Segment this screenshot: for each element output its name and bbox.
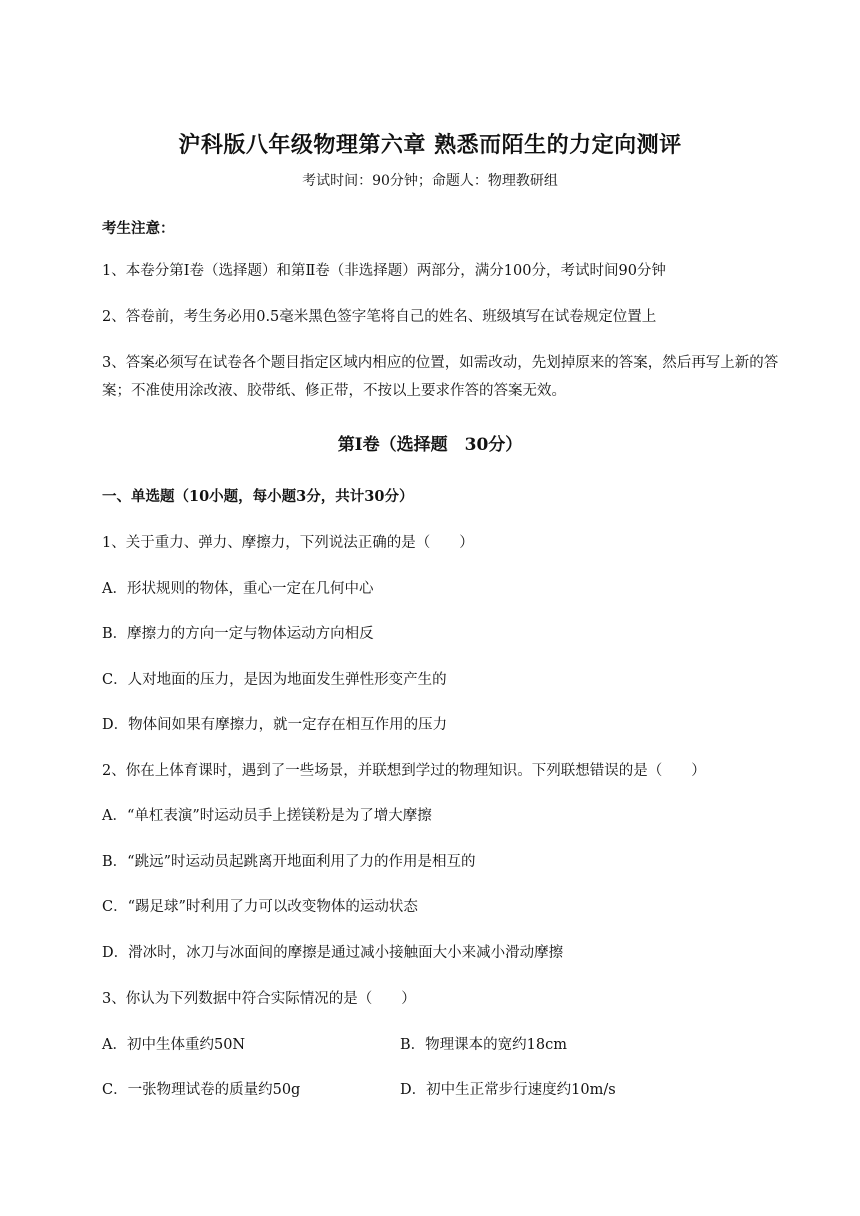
notice-item-2: 2、答卷前，考生务必用0.5毫米黑色签字笔将自己的姓名、班级填写在试卷规定位置上	[102, 309, 657, 325]
question-1-option-b: B．摩擦力的方向一定与物体运动方向相反	[102, 626, 374, 642]
question-3-option-a: A．初中生体重约50N	[102, 1037, 246, 1053]
notice-item-1: 1、本卷分第Ⅰ卷（选择题）和第Ⅱ卷（非选择题）两部分，满分100分，考试时间90分钟	[102, 263, 666, 279]
question-2-stem: 2、你在上体育课时，遇到了一些场景，并联想到学过的物理知识。下列联想错误的是（ ）	[102, 763, 706, 779]
question-1-stem: 1、关于重力、弹力、摩擦力，下列说法正确的是（ ）	[102, 535, 474, 551]
question-3-option-b: B．物理课本的宽约18cm	[400, 1037, 567, 1053]
question-3-option-c: C．一张物理试卷的质量约50g	[102, 1082, 301, 1098]
exam-subtitle: 考试时间：90分钟；命题人：物理教研组	[302, 173, 558, 189]
question-2-option-b: B．“跳远”时运动员起跳离开地面利用了力的作用是相互的	[102, 854, 476, 870]
section-title: 第Ⅰ卷（选择题 30分）	[337, 435, 523, 455]
question-1-option-c: C．人对地面的压力，是因为地面发生弹性形变产生的	[102, 672, 447, 688]
notice-item-3: 3、答案必须写在试卷各个题目指定区域内相应的位置，如需改动，先划掉原来的答案，然后再写上新的答案；不准使用涂改液、胶带纸、修正带，不按以上要求作答的答案无效。	[102, 355, 779, 399]
question-2-option-c: C．“踢足球”时利用了力可以改变物体的运动状态	[102, 899, 418, 915]
question-3-stem: 3、你认为下列数据中符合实际情况的是（ ）	[102, 991, 416, 1007]
notice-heading: 考生注意：	[102, 220, 175, 237]
question-1-option-a: A．形状规则的物体，重心一定在几何中心	[102, 581, 374, 597]
question-3-option-d: D．初中生正常步行速度约10m/s	[400, 1082, 616, 1098]
exam-title: 沪科版八年级物理第六章 熟悉而陌生的力定向测评	[178, 132, 682, 158]
question-2-option-d: D．滑冰时，冰刀与冰面间的摩擦是通过减小接触面大小来减小滑动摩擦	[102, 945, 564, 961]
question-1-option-d: D．物体间如果有摩擦力，就一定存在相互作用的压力	[102, 717, 448, 733]
question-2-option-a: A．“单杠表演”时运动员手上搓镁粉是为了增大摩擦	[102, 808, 432, 824]
part-heading: 一、单选题（10小题，每小题3分，共计30分）	[102, 488, 414, 505]
